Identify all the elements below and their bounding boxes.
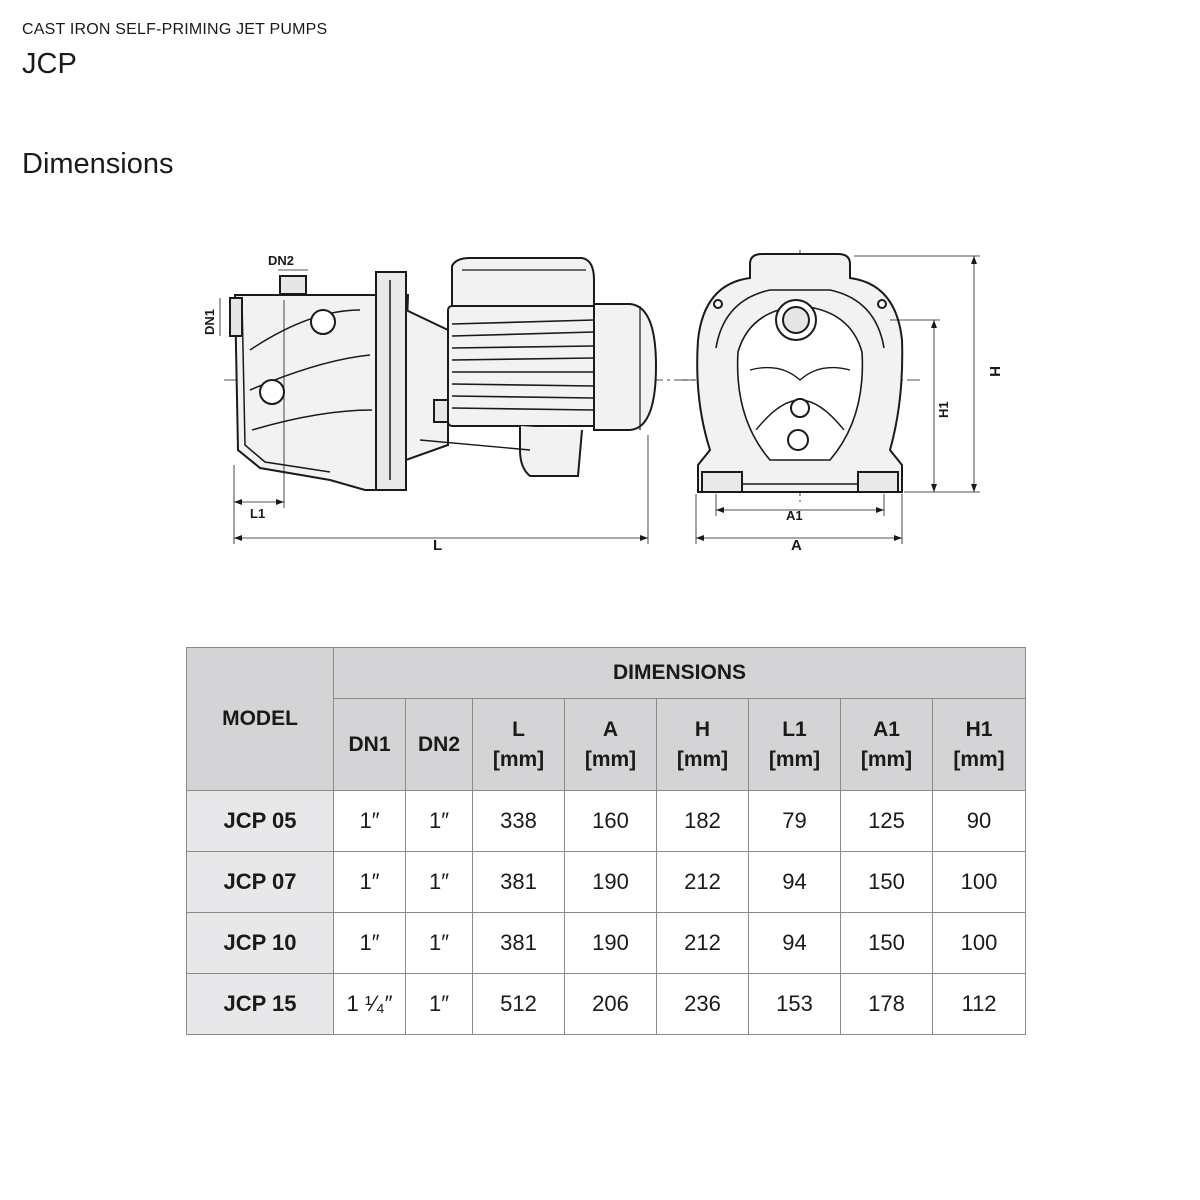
table-cell: 112: [933, 974, 1026, 1035]
table-cell: 1″: [334, 852, 406, 913]
table-cell: 1″: [334, 791, 406, 852]
column-name: A1: [873, 717, 900, 741]
table-cell: 1″: [334, 913, 406, 974]
column-header: [933, 699, 1026, 791]
column-unit: [mm]: [768, 747, 821, 771]
dn2-label: DN2: [268, 253, 295, 268]
column-header: [565, 699, 657, 791]
l-label: L: [433, 537, 443, 554]
model-cell: JCP 05: [187, 791, 334, 852]
a-label: A: [791, 537, 802, 554]
table-cell: 381: [473, 852, 565, 913]
model-cell: JCP 10: [187, 913, 334, 974]
column-unit: [mm]: [676, 747, 729, 771]
table-row: [187, 791, 1026, 852]
table-cell: 1″: [406, 852, 473, 913]
column-header: [406, 699, 473, 791]
table-cell: 190: [565, 913, 657, 974]
section-title: Dimensions: [22, 148, 174, 180]
pump-dimension-drawing: [190, 240, 1010, 560]
column-name: DN1: [348, 732, 391, 756]
table-cell: 160: [565, 791, 657, 852]
column-name: H: [694, 717, 711, 741]
table-cell: 94: [749, 852, 841, 913]
table-cell: 338: [473, 791, 565, 852]
model-header: MODEL: [187, 648, 334, 791]
table-cell: 212: [657, 852, 749, 913]
table-cell: 94: [749, 913, 841, 974]
model-cell: JCP 15: [187, 974, 334, 1035]
table-cell: 381: [473, 913, 565, 974]
table-cell: 153: [749, 974, 841, 1035]
table-cell: 90: [933, 791, 1026, 852]
table-cell: 182: [657, 791, 749, 852]
table-cell: 125: [841, 791, 933, 852]
table-row: [187, 852, 1026, 913]
table-cell: 236: [657, 974, 749, 1035]
table-cell: 1″: [406, 913, 473, 974]
page-title: JCP: [22, 48, 77, 80]
table-row: [187, 913, 1026, 974]
column-unit: [mm]: [953, 747, 1005, 771]
table-cell: 1″: [406, 974, 473, 1035]
column-unit: [mm]: [492, 747, 545, 771]
column-name: L1: [782, 717, 807, 741]
column-header: [749, 699, 841, 791]
a1-label: A1: [786, 508, 803, 523]
table-cell: 206: [565, 974, 657, 1035]
table-cell: 190: [565, 852, 657, 913]
table-cell: 100: [933, 913, 1026, 974]
column-header: [334, 699, 406, 791]
column-header: [657, 699, 749, 791]
table-cell: 1″: [406, 791, 473, 852]
model-cell: JCP 07: [187, 852, 334, 913]
front-view: [682, 250, 980, 544]
table-row: [187, 974, 1026, 1035]
table-cell: 212: [657, 913, 749, 974]
table-cell: 512: [473, 974, 565, 1035]
table-cell: 100: [933, 852, 1026, 913]
dimensions-group-header: DIMENSIONS: [334, 648, 1026, 699]
column-name: DN2: [417, 732, 460, 756]
column-name: L: [512, 717, 525, 741]
side-view: [220, 258, 710, 544]
table-cell: 150: [841, 913, 933, 974]
table-cell: 1 ¹⁄₄″: [334, 974, 406, 1035]
table-cell: 178: [841, 974, 933, 1035]
table-cell: 150: [841, 852, 933, 913]
page-subtitle: CAST IRON SELF-PRIMING JET PUMPS: [22, 21, 328, 38]
column-name: H1: [965, 717, 993, 741]
h-label: H: [986, 366, 1003, 377]
column-unit: [mm]: [860, 747, 913, 771]
dimensions-table: [186, 647, 1026, 1035]
table-cell: 79: [749, 791, 841, 852]
column-header: [841, 699, 933, 791]
column-header: [473, 699, 565, 791]
column-unit: [mm]: [584, 747, 637, 771]
column-name: A: [602, 717, 619, 741]
h1-label: H1: [936, 401, 951, 418]
dn1-label: DN1: [202, 308, 217, 335]
l1-label: L1: [250, 506, 266, 521]
